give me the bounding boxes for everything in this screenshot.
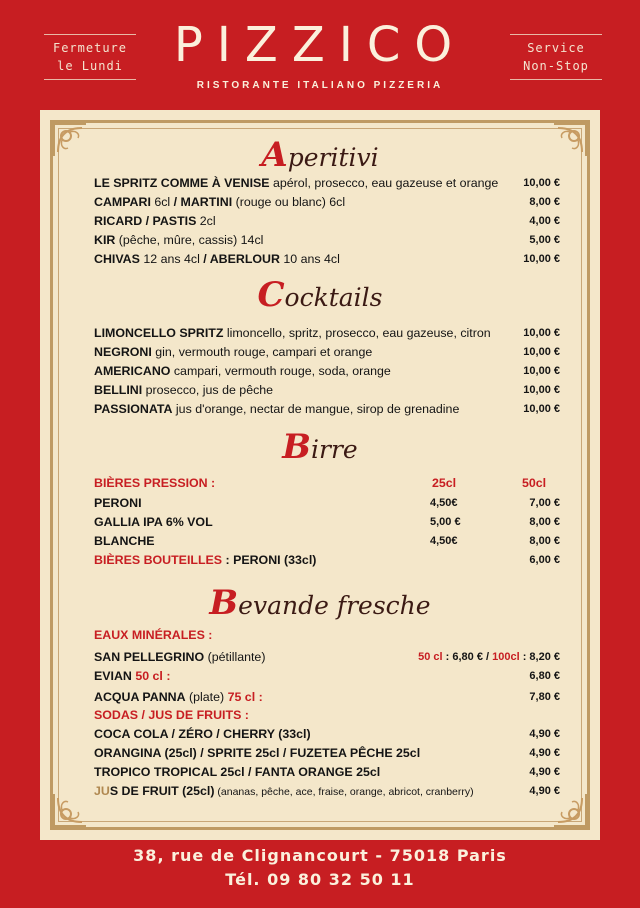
item-name: ORANGINA (25cl) / SPRITE 25cl / FUZETEA PÊCHE 25cl xyxy=(94,746,421,760)
mineral-water-label-row xyxy=(94,626,564,645)
item-name: CHIVAS xyxy=(94,252,140,266)
item-name: KIR xyxy=(94,233,116,247)
item-name: BELLINI xyxy=(94,383,143,397)
item-desc: gin, vermouth rouge, campari et orange xyxy=(151,345,373,359)
price-50cl: 8,00 € xyxy=(529,516,560,528)
item-price: 10,00 € xyxy=(523,403,560,415)
item-name: EVIAN xyxy=(94,669,132,683)
item-name: SAN PELLEGRINO xyxy=(94,650,205,664)
item-name: PASSIONATA xyxy=(94,402,173,416)
beer-row xyxy=(94,532,564,551)
menu-item xyxy=(94,782,564,801)
item-name-prefix: JU xyxy=(94,784,110,798)
item-name: RICARD / PASTIS xyxy=(94,214,197,228)
menu-item xyxy=(94,744,564,763)
beer-header-row xyxy=(94,474,564,493)
item-price: 7,80 € xyxy=(529,691,560,703)
item-price: 8,00 € xyxy=(529,196,560,208)
item-name: GALLIA IPA 6% VOL xyxy=(94,515,213,529)
item-price: 4,90 € xyxy=(529,785,560,797)
item-price: 5,00 € xyxy=(529,234,560,246)
footer-phone: Tél. 09 80 32 50 11 xyxy=(225,870,415,889)
menu-item xyxy=(94,343,564,362)
item-name: S DE FRUIT (25cl) xyxy=(109,784,215,798)
item-name: CAMPARI xyxy=(94,195,151,209)
menu-item xyxy=(94,725,564,744)
price-50cl: 8,00 € xyxy=(529,535,560,547)
item-price: 6,80 € xyxy=(529,670,560,682)
item-price: 4,90 € xyxy=(529,747,560,759)
item-desc: jus d'orange, nectar de mangue, sirop de grenadine xyxy=(172,402,460,416)
title-rest: irre xyxy=(311,435,358,464)
item-price: 4,00 € xyxy=(529,215,560,227)
item-name: NEGRONI xyxy=(94,345,152,359)
bottled-beer-row xyxy=(94,551,564,570)
item-desc: prosecco, jus de pêche xyxy=(142,383,274,397)
section-title-bevande xyxy=(0,583,640,623)
size-100cl: 100cl xyxy=(492,651,520,663)
beer-row xyxy=(94,494,564,513)
restaurant-name: PIZZICO xyxy=(173,17,467,73)
price-25cl: 5,00 € xyxy=(430,516,461,528)
price-50cl: : 6,80 € / xyxy=(442,651,493,663)
item-price: 10,00 € xyxy=(523,384,560,396)
item-price: 10,00 € xyxy=(523,365,560,377)
item-desc: apérol, prosecco, eau gazeuse et orange xyxy=(269,176,499,190)
menu-item xyxy=(94,231,564,250)
title-capital: A xyxy=(261,135,288,175)
item-desc: (pêche, mûre, cassis) 14cl xyxy=(115,233,264,247)
closing-day-line-1: Fermeture xyxy=(52,41,128,55)
item-name: TROPICO TROPICAL 25cl / FANTA ORANGE 25cl xyxy=(94,765,381,779)
item-prices xyxy=(418,648,560,667)
price-50cl: 7,00 € xyxy=(529,497,560,509)
column-50cl: 50cl xyxy=(522,476,547,490)
item-size: 50 cl : xyxy=(131,669,171,683)
menu-item xyxy=(94,667,564,686)
footer-address: 38, rue de Clignancourt - 75018 Paris xyxy=(133,846,507,865)
section-title-birre xyxy=(0,427,640,467)
sodas-label-row xyxy=(94,706,564,725)
size-50cl: 50 cl xyxy=(418,651,443,663)
price-25cl: 4,50€ xyxy=(430,535,458,547)
service-line-2: Non-Stop xyxy=(523,59,589,73)
menu-item xyxy=(94,250,564,269)
item-desc: (ananas, pêche, ace, fraise, orange, abricot, cranberry) xyxy=(214,786,474,798)
item-size: 75 cl : xyxy=(227,690,263,704)
item-name: : PERONI (33cl) xyxy=(222,553,317,567)
mineral-water-label: EAUX MINÉRALES : xyxy=(94,628,213,642)
corner-ornament-icon xyxy=(52,792,88,828)
item-name: LE SPRITZ COMME À VENISE xyxy=(94,176,270,190)
item-name: LIMONCELLO SPRITZ xyxy=(94,326,224,340)
item-price: 10,00 € xyxy=(523,177,560,189)
menu-item xyxy=(94,381,564,400)
sodas-label: SODAS / JUS DE FRUITS : xyxy=(94,708,249,722)
item-price: 10,00 € xyxy=(523,253,560,265)
menu-item xyxy=(94,324,564,343)
closing-day-note xyxy=(44,34,136,80)
price-25cl: 4,50€ xyxy=(430,497,458,509)
item-name: AMERICANO xyxy=(94,364,171,378)
service-line-1: Service xyxy=(527,41,585,55)
item-name: COCA COLA / ZÉRO / CHERRY (33cl) xyxy=(94,727,311,741)
item-price: 10,00 € xyxy=(523,327,560,339)
bottled-beer-label: BIÈRES BOUTEILLES xyxy=(94,553,223,567)
item-desc: 6cl xyxy=(150,195,174,209)
item-name: BLANCHE xyxy=(94,534,155,548)
title-rest: ocktails xyxy=(284,283,383,312)
menu-item xyxy=(94,362,564,381)
service-note xyxy=(510,34,602,80)
item-name-2: / ABERLOUR xyxy=(203,252,280,266)
section-title-cocktails xyxy=(0,275,640,315)
item-name: PERONI xyxy=(94,496,142,510)
item-desc: campari, vermouth rouge, soda, orange xyxy=(170,364,391,378)
item-price: 10,00 € xyxy=(523,346,560,358)
item-desc: (pétillante) xyxy=(204,650,266,664)
title-capital: B xyxy=(282,427,312,467)
section-title-aperitivi xyxy=(0,135,640,175)
item-price: 4,90 € xyxy=(529,728,560,740)
title-rest: peritivi xyxy=(287,143,379,172)
item-desc-2: 10 ans 4cl xyxy=(279,252,340,266)
item-price: 6,00 € xyxy=(529,554,560,566)
menu-item xyxy=(94,400,564,419)
price-100cl: : 8,20 € xyxy=(519,651,560,663)
item-desc: 2cl xyxy=(196,214,216,228)
column-25cl: 25cl xyxy=(432,476,457,490)
beer-row xyxy=(94,513,564,532)
item-name: ACQUA PANNA xyxy=(94,690,186,704)
item-desc-2: (rouge ou blanc) 6cl xyxy=(232,195,346,209)
header xyxy=(0,0,640,110)
restaurant-subtitle: RISTORANTE ITALIANO PIZZERIA xyxy=(196,80,444,91)
item-desc: (plate) xyxy=(185,690,228,704)
item-desc: 12 ans 4cl xyxy=(139,252,204,266)
menu-item xyxy=(94,648,564,667)
menu-item xyxy=(94,174,564,193)
title-capital: C xyxy=(257,275,285,315)
menu-item xyxy=(94,193,564,212)
menu-item xyxy=(94,688,564,707)
menu-item xyxy=(94,212,564,231)
title-capital: B xyxy=(209,583,239,623)
menu-item xyxy=(94,763,564,782)
item-price: 4,90 € xyxy=(529,766,560,778)
item-name-2: / MARTINI xyxy=(173,195,233,209)
closing-day-line-2: le Lundi xyxy=(57,59,123,73)
draft-beer-label: BIÈRES PRESSION : xyxy=(94,476,216,490)
title-rest: evande fresche xyxy=(238,591,431,620)
item-desc: limoncello, spritz, prosecco, eau gazeuse, citron xyxy=(223,326,491,340)
